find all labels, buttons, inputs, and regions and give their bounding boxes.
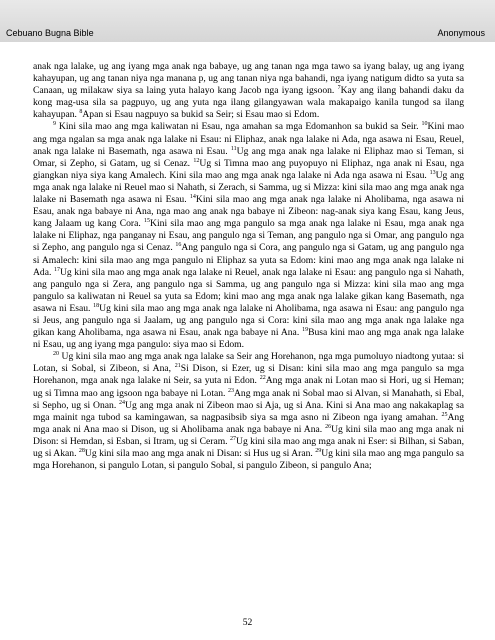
verse-text: Ug si Timna mao ang puyopuyo ni Eliphaz, nga anak ni Esau, nga giangkan niya siya kang Amalech. Kini sila mao ang mga anak nga lalake ni Ada nga asawa ni Esau. [33,157,464,181]
verse-text: Kini sila mao ang mga pangulo sa mga anak nga lalake ni Esau, mga anak nga lalake ni Eliphaz, nga panganay ni Esau, ang pangulo nga si Teman, ang pangulo nga si Omar, ang pangulo nga si Zepho, ang pangulo nga si Cenaz. [33,218,464,254]
verse-text: Ang mga anak ni Sobal mao si Alvan, si Manahath, si Ebal, si Sepho, ug si Onan. [33,387,464,411]
verse-number: 29 [315,447,322,454]
verse-number: 19 [302,326,309,333]
verse-text: Ang mga anak ni Ana mao si Dison, ug si Aholibama anak nga babaye ni Ana. [33,411,464,435]
verse-number: 7 [337,85,341,91]
verse-number: 17 [53,266,60,273]
verse-text: Ug ang mga anak ni Zibeon mao si Aja, ug si Ana. Kini si Ana mao ang nakakaplag sa mga mainit nga tubod sa kamingawan, sa nagpasibsib siya sa mga asno ni Zibeon nga iyang amahan. [33,399,464,423]
verse-number: 9 [53,121,56,128]
verse-number: 24 [119,399,126,406]
verse-text: Kay ang ilang bahandi daku da kong mag-usa sila sa pagpuyo, ug ang yuta nga ilang gilangyawan wala makapaigo kanila tungod sa ilang kahayupan. [33,85,464,121]
verse-text: Ug ang mga anak nga lalake ni Reuel mao si Nahath, si Zerach, si Samma, ug si Mizza: kini sila mao ang mga anak nga lalake ni Basemath nga asawa ni Esau. [33,169,464,206]
paragraph [33,61,464,121]
verse-text: Ug ang mga anak nga lalake ni Eliphaz mao si Teman, si Omar, si Zepho, si Gatam, ug si Cenaz. [33,145,464,169]
verse-text: Kini sila mao ang mga kaliwatan ni Esau, nga amahan sa mga Edomanhon sa bukid sa Seir. [56,121,422,133]
scripture-text [33,61,464,472]
verse-number: 14 [189,193,196,200]
verse-number: 25 [441,411,448,418]
verse-number: 23 [227,387,234,394]
verse-number: 26 [325,423,332,430]
verse-number: 16 [175,242,182,249]
verse-number: 8 [79,109,83,116]
verse-text: Apan si Esau nagpuyo sa bukid sa Seir; si Esau mao si Edom. [82,109,320,121]
verse-text: anak nga lalake, ug ang iyang mga anak nga babaye, ug ang tanan nga mga tawo sa iyang balay, ug ang iyang kahayupan, ug ang tanan niya nga manana p, ug ang tanan niya nga bahandi, nga iyang natigum didto sa yuta sa Canaan, ug milakaw siya sa laing yuta halayo kang Jacob nga iyang igsoon. [33,61,464,97]
verse-number: 12 [193,157,200,164]
verse-text: Si Dison, si Ezer, ug si Disan: kini sila mao ang mga pangulo sa mga Horehanon, mga anak nga lalake ni Seir, sa yuta ni Edon. [33,363,464,387]
verse-text: Kini sila mao ang mga anak nga lalake ni Aholibama, nga asawa ni Esau, anak nga babaye ni Ana, nga mao ang anak nga babaye ni Zibeon: nag-anak siya kang Esau, kang Jeus, kang Jalaam ug kang Cora. [33,194,464,230]
verse-text: Ug kini sila mao ang mga anak ni Dison: si Hemdan, si Esban, si Itram, ug si Ceram. [33,423,464,447]
verse-number: 28 [78,447,85,454]
verse-text: Ug kini sila mao ang mga anak ni Eser: si Bilhan, si Saban, ug si Akan. [33,435,464,459]
verse-number: 11 [230,145,237,152]
book-title: Cebuano Bugna Bible [6,28,94,38]
paragraph [33,351,464,472]
verse-number: 15 [144,218,151,225]
verse-number: 18 [93,302,100,309]
verse-text: Ug kini sila mao ang mga anak nga lalake sa Seir ang Horehanon, nga mga pumoluyo niadtong yutaa: si Lotan, si Sobal, si Zibeon, si Ana, [33,351,464,375]
verse-text: Busa kini mao ang mga anak nga lalake ni Esau, ug ang iyang mga pangulo: siya mao si Edom. [33,327,464,351]
author-name: Anonymous [437,28,485,38]
verse-number: 10 [421,121,428,128]
verse-number: 22 [259,375,266,382]
verse-number: 27 [230,435,237,442]
verse-text: Ug kini sila mao ang mga pangulo sa mga Horehanon, si pangulo Lotan, si pangulo Sobal, si pangulo Zibeon, si pangulo Ana; [33,448,464,472]
paragraph [33,121,464,351]
verse-text: Ug kini sila mao ang mga anak ni Disan: si Hus ug si Aran. [84,448,316,459]
verse-text: Ang mga anak ni Lotan mao si Hori, ug si Heman; ug si Timna mao ang igsoon nga babaye ni Lotan. [33,375,464,399]
page-number: 52 [242,617,253,628]
page-header [0,0,495,42]
verse-text: Ug kini sila mao ang mga anak nga lalake ni Aholibama, nga asawa ni Esau: ang pangulo nga si Jeus, ang pangulo nga si Jaalam, ug ang pangulo nga si Cora: kini sila mao ang mga anak nga lalake nga gikan kang Aholibama, nga asawa ni Esau, anak nga babaye ni Ana. [33,302,464,339]
verse-text: Ang pangulo nga si Cora, ang pangulo nga si Gatam, ug ang pangulo nga si Amalech: kini sila mao ang mga pangulo ni Eliphaz sa yuta sa Edom: kini mao ang mga anak nga lalake ni Ada. [33,242,464,278]
verse-text: Ug kini sila mao ang mga anak nga lalake ni Reuel, anak nga lalake ni Esau: ang pangulo nga si Nahath, ang pangulo nga si Zera, ang pangulo nga si Samma, ug ang pangulo nga si Mizza: kini sila mao ang mga pangulo sa kaliwatan ni Reuel sa yuta sa Edom; kini mao ang mga anak nga lalake gikan kang Basemath, nga asawa ni Esau. [33,266,465,314]
verse-number: 21 [174,363,181,370]
verse-text: Kini mao ang mga ngalan sa mga anak nga lalake ni Esau: ni Eliphaz, anak nga lalake ni Ada, nga asawa ni Esau, Reuel, anak nga lalake ni Basemath, nga asawa ni Esau. [33,121,465,157]
verse-number: 13 [429,169,436,176]
verse-number: 20 [53,351,59,358]
